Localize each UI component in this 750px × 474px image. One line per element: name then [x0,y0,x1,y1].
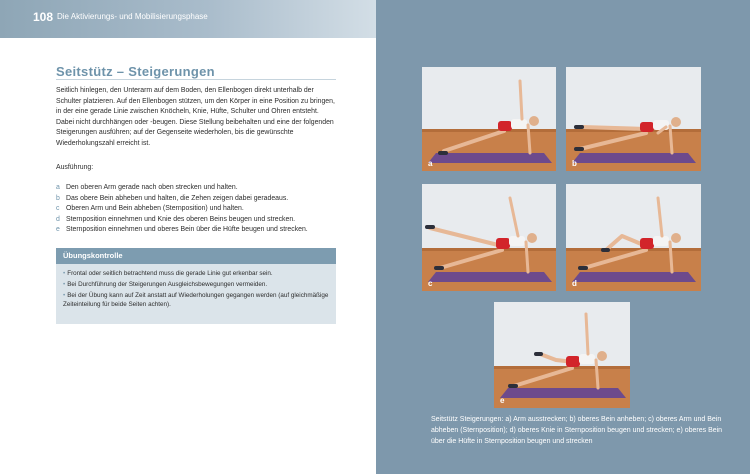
step-text: Sternposition einnehmen und Knie des oberen Beins beugen und strecken. [66,215,296,223]
step-item [56,183,346,194]
step-letter: c [56,205,60,213]
bullet-icon: • [63,292,66,299]
step-item [56,225,346,236]
running-head: Die Aktivierungs- und Mobilisierungsphase [57,12,208,21]
side-plank-star-photo [422,184,556,291]
step-text: Oberen Arm und Bein abheben (Sternposition) und halten. [66,205,244,213]
execution-label: Ausführung: [56,164,94,171]
control-item-text: Bei Durchführung der Steigerungen Ausgleichsbewegungen vermeiden. [67,281,268,288]
bullet-icon: • [63,270,66,277]
photo-label: e [500,396,505,405]
control-box [56,248,336,324]
photo-label: a [428,159,433,168]
side-plank-leg-raised-photo [566,67,701,171]
step-item [56,194,346,205]
step-text: Sternposition einnehmen und oberes Bein über die Hüfte beugen und strecken. [66,226,308,234]
header-band [0,0,376,38]
step-letter: b [56,194,60,202]
control-item-text: Bei der Übung kann auf Zeit anstatt auf Wiederholungen gegangen werden (auf gleichmäßige Zeiteinteilung für beide Seiten achten). [63,292,329,308]
control-item [63,269,330,278]
photo-label: c [428,279,433,288]
photo-label: d [572,279,577,288]
side-plank-arm-raised-photo [422,67,556,171]
control-item [63,291,330,309]
page-number: 108 [33,10,54,24]
step-item [56,215,346,226]
photo-label: b [572,159,577,168]
control-item [63,280,330,289]
step-text: Den oberen Arm gerade nach oben strecken und halten. [66,184,238,191]
intro-paragraph: Seitlich hinlegen, den Unterarm auf dem Boden, den Ellenbogen direkt unterhalb der Schulter platzieren. Auf den Ellenbogen stützen, um den Körper in eine Position zu bringen, in der eine gerade Linie zwischen Knöcheln, Knie, Hüfte, Schulter und Ohren entsteht. Dabei nicht durchhängen oder -beugen. Diese Stellung beibehalten und eine der folgenden Steigerungen ausführen; auf der Gegenseite wiederholen, bis die gewünschte Wiederholungszahl erreicht ist. [56,87,335,147]
side-plank-star-leg-over-hip-photo [494,302,630,408]
right-page [376,0,750,474]
steps-list [56,183,346,236]
section-title: Seitstütz – Steigerungen [56,64,215,79]
step-letter: d [56,215,60,223]
step-text: Das obere Bein abheben und halten, die Zehen zeigen dabei geradeaus. [66,194,289,202]
step-item [56,204,346,215]
control-item-text: Frontal oder seitlich betrachtend muss die gerade Linie gut erkenbar sein. [67,270,273,277]
step-letter: a [56,184,60,191]
control-box-title: Übungskontrolle [56,248,336,264]
step-letter: e [56,226,60,234]
figure-caption: Seitstütz Steigerungen: a) Arm ausstrecken; b) oberes Bein anheben; c) oberes Arm und Bein abheben (Sternposition); d) oberes Knie in Sternposition beugen und strecken; e) oberes Bein über die Hüfte in Sternposition beugen und strecken [431,416,723,445]
side-plank-star-knee-bend-photo [566,184,701,291]
control-box-list [56,264,336,309]
title-divider [56,79,336,80]
bullet-icon: • [63,281,66,288]
